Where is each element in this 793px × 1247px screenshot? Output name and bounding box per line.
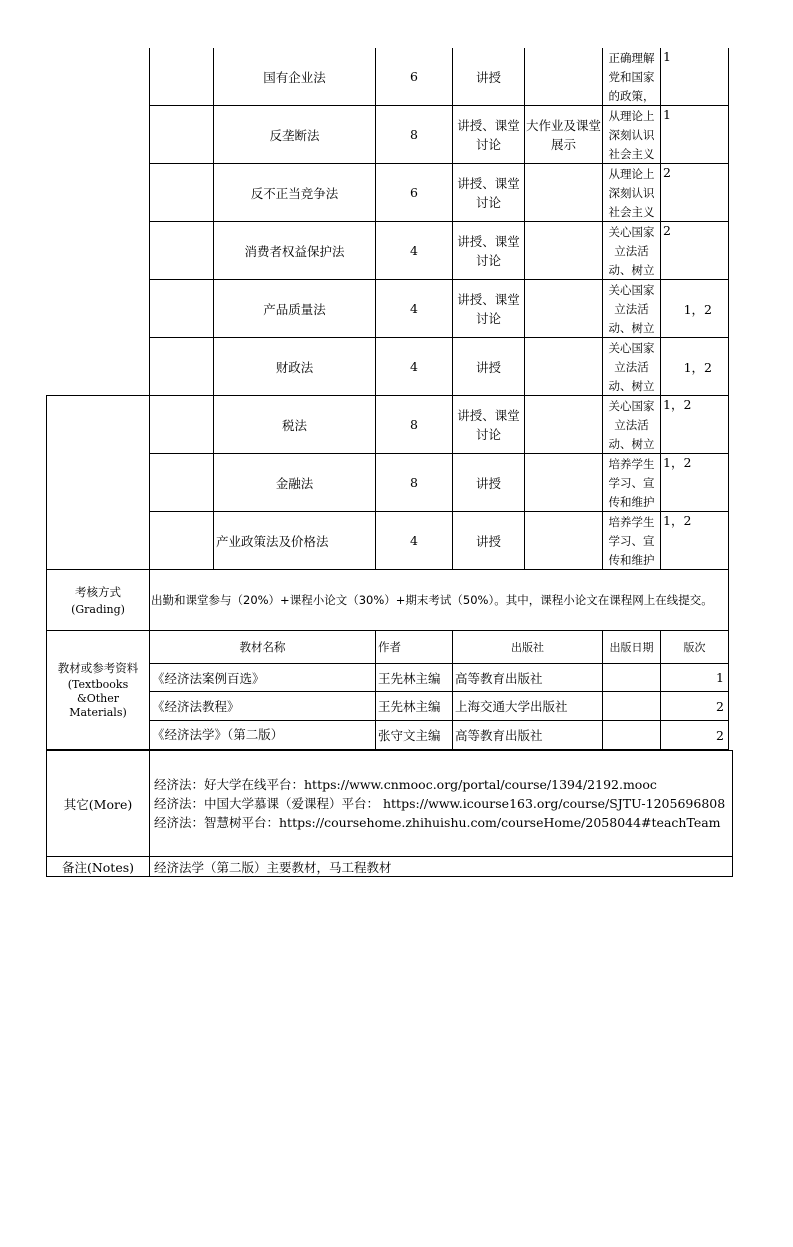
more-link-icourse163[interactable]: 经济法：中国大学慕课（爱课程）平台： https://www.icourse163.org/course/SJTU-1205696808: [154, 796, 726, 811]
level-cell: 2: [663, 165, 671, 180]
method-cell: 讲授、课堂讨论: [453, 106, 525, 164]
hours-cell: 4: [376, 338, 453, 396]
topic-cell: 国有企业法: [214, 48, 376, 106]
method-cell: 讲授: [453, 512, 525, 570]
textbooks-label-cn: 教材或参考资料: [57, 660, 139, 675]
method-cell: 讲授、课堂讨论: [453, 396, 525, 454]
ideology-cell: 关心国家立法活动、树立: [608, 399, 655, 451]
book-publisher: 高等教育出版社: [453, 721, 603, 750]
level-cell: 1，2: [663, 513, 692, 528]
book-author: 王先林主编: [376, 664, 453, 692]
ideology-cell: 培养学生学习、宣传和维护: [608, 515, 655, 567]
level-cell: 2: [663, 223, 671, 238]
level-cell: 1: [663, 49, 671, 64]
schedule-row: [47, 280, 729, 338]
ideology-cell: 培养学生学习、宣传和维护: [608, 457, 655, 509]
assignment-cell: [525, 222, 603, 280]
sub-cell: [150, 396, 214, 454]
more-links: [150, 751, 733, 857]
schedule-row: [47, 454, 729, 512]
book-edition: 2: [661, 692, 729, 721]
assignment-cell: [525, 512, 603, 570]
method-cell: 讲授、课堂讨论: [453, 222, 525, 280]
assignment-cell: [525, 396, 603, 454]
notes-text: 经济法学（第二版）主要教材，马工程教材: [150, 857, 733, 877]
assignment-cell: [525, 280, 603, 338]
sub-cell: [150, 48, 214, 106]
ideology-cell: 从理论上深刻认识社会主义: [608, 167, 655, 219]
schedule-row: [47, 512, 729, 570]
book-publisher: 高等教育出版社: [453, 664, 603, 692]
book-title: 《经济法学》（第二版）: [150, 721, 376, 750]
method-cell: 讲授: [453, 338, 525, 396]
topic-cell: 税法: [214, 396, 376, 454]
method-cell: 讲授、课堂讨论: [453, 280, 525, 338]
hours-cell: 4: [376, 222, 453, 280]
ideology-cell: 关心国家立法活动、树立: [608, 225, 655, 277]
book-date: [603, 692, 661, 721]
book-author: 王先林主编: [376, 692, 453, 721]
method-cell: 讲授: [453, 454, 525, 512]
sub-cell: [150, 454, 214, 512]
topic-cell: 产业政策法及价格法: [214, 512, 376, 570]
hours-cell: 8: [376, 106, 453, 164]
col-header-publisher: 出版社: [453, 631, 603, 664]
group-cell-1: [47, 48, 150, 396]
ideology-cell: 正确理解党和国家的政策，: [608, 51, 655, 103]
more-link-cnmooc[interactable]: 经济法：好大学在线平台：https://www.cnmooc.org/portal/course/1394/2192.mooc: [154, 777, 657, 792]
schedule-row: [47, 222, 729, 280]
topic-cell: 产品质量法: [214, 280, 376, 338]
hours-cell: 4: [376, 280, 453, 338]
textbooks-label-en: (Textbooks &Other Materials): [67, 677, 129, 719]
topic-cell: 反不正当竞争法: [214, 164, 376, 222]
book-date: [603, 721, 661, 750]
col-header-edition: 版次: [661, 631, 729, 664]
schedule-row: [47, 164, 729, 222]
grading-row: [47, 570, 729, 631]
sub-cell: [150, 512, 214, 570]
hours-cell: 8: [376, 396, 453, 454]
sub-cell: [150, 280, 214, 338]
course-schedule-table: [46, 48, 729, 750]
group-cell-2: [47, 396, 150, 570]
textbooks-label: [47, 631, 150, 750]
textbook-row: [47, 692, 729, 721]
textbook-row: [47, 721, 729, 750]
method-cell: 讲授: [453, 48, 525, 106]
assignment-cell: [525, 338, 603, 396]
topic-cell: 反垄断法: [214, 106, 376, 164]
more-info-table: [46, 750, 733, 877]
level-cell: 1，2: [663, 455, 692, 470]
col-header-author: 作者: [376, 631, 453, 664]
book-author: 张守文主编: [376, 721, 453, 750]
book-date: [603, 664, 661, 692]
book-publisher: 上海交通大学出版社: [453, 692, 603, 721]
assignment-cell: [525, 164, 603, 222]
hours-cell: 4: [376, 512, 453, 570]
assignment-cell: 大作业及课堂展示: [525, 106, 603, 164]
sub-cell: [150, 338, 214, 396]
schedule-row: [47, 338, 729, 396]
level-cell: 1，2: [661, 280, 729, 338]
sub-cell: [150, 106, 214, 164]
notes-row: [47, 857, 733, 877]
grading-label-cn: 考核方式: [75, 584, 121, 599]
ideology-cell: 关心国家立法活动、树立: [608, 341, 655, 393]
book-title: 《经济法教程》: [150, 692, 376, 721]
hours-cell: 6: [376, 48, 453, 106]
method-cell: 讲授、课堂讨论: [453, 164, 525, 222]
sub-cell: [150, 164, 214, 222]
more-link-zhihuishu[interactable]: 经济法：智慧树平台：https://coursehome.zhihuishu.com/courseHome/2058044#teachTeam: [154, 815, 721, 830]
hours-cell: 8: [376, 454, 453, 512]
book-edition: 2: [661, 721, 729, 750]
topic-cell: 消费者权益保护法: [214, 222, 376, 280]
topic-cell: 金融法: [214, 454, 376, 512]
grading-label-en: (Grading): [71, 602, 125, 616]
grading-text: 出勤和课堂参与（20%）+课程小论文（30%）+期末考试（50%）。其中，课程小论文在课程网上在线提交。: [150, 570, 729, 631]
schedule-row: [47, 48, 729, 106]
more-label: 其它(More): [47, 751, 150, 857]
topic-cell: 财政法: [214, 338, 376, 396]
hours-cell: 6: [376, 164, 453, 222]
book-edition: 1: [661, 664, 729, 692]
textbook-row: [47, 664, 729, 692]
ideology-cell: 关心国家立法活动、树立: [608, 283, 655, 335]
notes-label: 备注(Notes): [47, 857, 150, 877]
level-cell: 1，2: [663, 397, 692, 412]
col-header-title: 教材名称: [150, 631, 376, 664]
textbook-header-row: [47, 631, 729, 664]
ideology-cell: 从理论上深刻认识社会主义: [608, 109, 655, 161]
sub-cell: [150, 222, 214, 280]
more-row: [47, 751, 733, 857]
schedule-row: [47, 396, 729, 454]
assignment-cell: [525, 454, 603, 512]
grading-label: [47, 570, 150, 631]
level-cell: 1，2: [661, 338, 729, 396]
assignment-cell: [525, 48, 603, 106]
schedule-row: [47, 106, 729, 164]
book-title: 《经济法案例百选》: [150, 664, 376, 692]
level-cell: 1: [663, 107, 671, 122]
col-header-date: 出版日期: [603, 631, 661, 664]
